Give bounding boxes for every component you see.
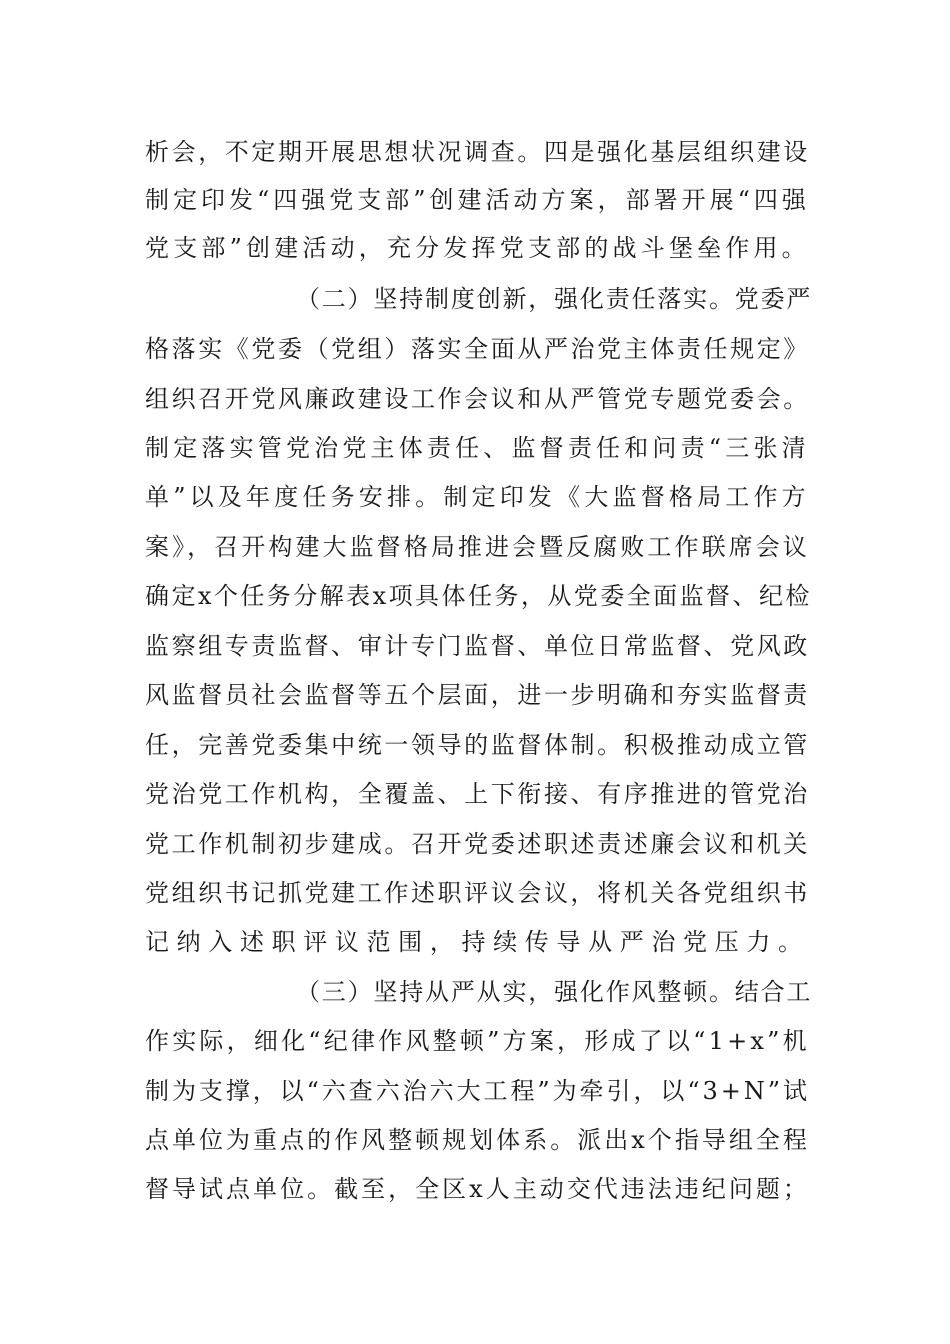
paragraph-line: 记纳入述职评议范围，持续传导从严治党压力。 (145, 928, 810, 956)
paragraph-line: 督导试点单位。截至，全区x人主动交代违法违纪问题； (145, 1175, 810, 1203)
paragraph-line: 点单位为重点的作风整顿规划体系。派出x个指导组全程 (145, 1126, 810, 1154)
paragraph-line: 党组织书记抓党建工作述职评议会议，将机关各党组织书 (145, 879, 810, 907)
paragraph-line: 格落实《党委（党组）落实全面从严治党主体责任规定》 (145, 335, 810, 363)
paragraph-line: 党工作机制初步建成。召开党委述职述责述廉会议和机关 (145, 830, 810, 858)
paragraph-line: 风监督员社会监督等五个层面，进一步明确和夯实监督责 (145, 681, 810, 709)
paragraph-line: 制定印发“四强党支部”创建活动方案，部署开展“四强 (145, 186, 810, 214)
paragraph-line: 党支部”创建活动，充分发挥党支部的战斗堡垒作用。 (145, 234, 810, 262)
paragraph-line: 党治党工作机构，全覆盖、上下衔接、有序推进的管党治 (145, 780, 810, 808)
paragraph-line: 制定落实管党治党主体责任、监督责任和问责“三张清 (145, 434, 810, 462)
paragraph-line: 单”以及年度任务安排。制定印发《大监督格局工作方 (145, 483, 810, 511)
paragraph-line: 确定x个任务分解表x项具体任务，从党委全面监督、纪检 (145, 582, 812, 610)
paragraph-line: 组织召开党风廉政建设工作会议和从严管党专题党委会。 (145, 385, 810, 413)
paragraph-line: 监察组专责监督、审计专门监督、单位日常监督、党风政 (145, 632, 810, 660)
paragraph-line: 任，完善党委集中统一领导的监督体制。积极推动成立管 (145, 731, 810, 759)
paragraph-line: 作实际，细化“纪律作风整顿”方案，形成了以“1+x”机 (145, 1027, 810, 1055)
paragraph-line: 案》，召开构建大监督格局推进会暨反腐败工作联席会议 (145, 533, 810, 561)
section-heading-line: （二）坚持制度创新，强化责任落实。党委严 (296, 285, 813, 313)
section-heading-line: （三）坚持从严从实，强化作风整顿。结合工 (296, 978, 813, 1006)
paragraph-line: 析会，不定期开展思想状况调查。四是强化基层组织建设 (145, 138, 810, 166)
paragraph-line: 制为支撑，以“六查六治六大工程”为牵引，以“3+N”试 (145, 1077, 810, 1105)
